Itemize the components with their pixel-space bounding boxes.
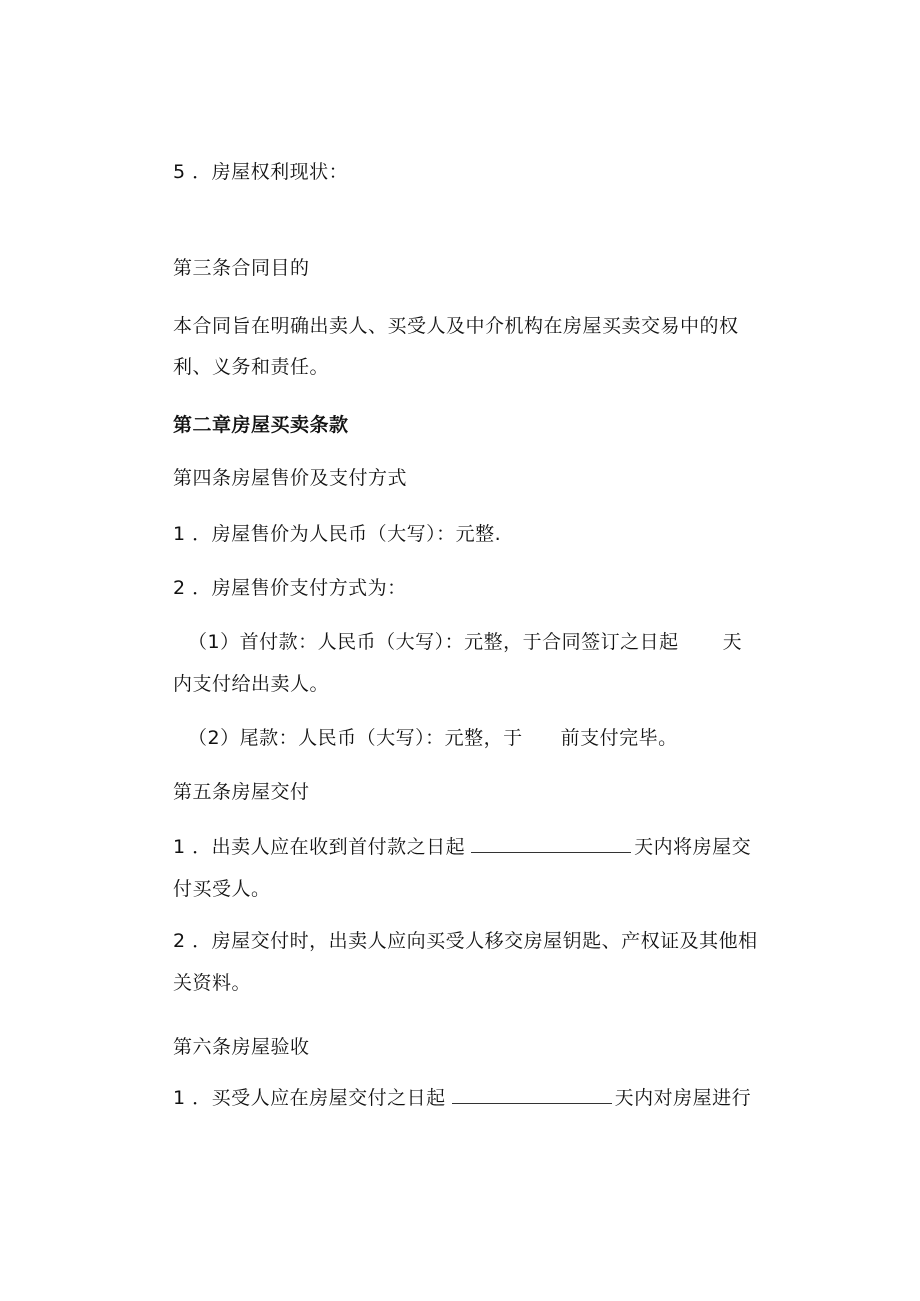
article-5-title: 第五条房屋交付 bbox=[173, 781, 310, 803]
article-6-title: 第六条房屋验收 bbox=[173, 1036, 310, 1058]
article-5-item-1-line-2: 付买受人。 bbox=[173, 878, 271, 900]
item-5-property-rights: 5 ．房屋权利现状： bbox=[173, 161, 349, 183]
final-payment-tail: 前支付完毕。 bbox=[560, 727, 678, 749]
down-payment-text: （1）首付款：人民币（大写）：元整，于合同签订之日起 bbox=[188, 631, 679, 653]
inspection-text: 1 ．买受人应在房屋交付之日起 bbox=[173, 1087, 446, 1109]
down-payment-days-unit: 天 bbox=[722, 631, 743, 653]
article-3-paragraph-line-1: 本合同旨在明确出卖人、买受人及中介机构在房屋买卖交易中的权 bbox=[173, 315, 739, 337]
delivery-tail: 天内将房屋交 bbox=[634, 836, 752, 858]
article-4-item-2: 2 ．房屋售价支付方式为： bbox=[173, 577, 407, 599]
article-5-item-1-line-1 bbox=[173, 834, 751, 859]
article-6-item-1 bbox=[173, 1085, 751, 1110]
inspection-days-blank bbox=[452, 1085, 612, 1104]
delivery-text: 1 ．出卖人应在收到首付款之日起 bbox=[173, 836, 466, 858]
article-5-item-2-line-2: 关资料。 bbox=[173, 972, 252, 994]
inspection-tail: 天内对房屋进行 bbox=[614, 1087, 752, 1109]
article-3-paragraph-line-2: 利、义务和责任。 bbox=[173, 356, 330, 378]
final-payment-text: （2）尾款：人民币（大写）：元整，于 bbox=[188, 727, 523, 749]
chapter-2-title: 第二章房屋买卖条款 bbox=[173, 414, 349, 436]
article-4-item-2a-line-1 bbox=[188, 630, 742, 654]
article-4-item-2a-line-2: 内支付给出卖人。 bbox=[173, 673, 330, 695]
article-3-title: 第三条合同目的 bbox=[173, 257, 310, 279]
article-5-item-2-line-1: 2 ．房屋交付时，出卖人应向买受人移交房屋钥匙、产权证及其他相 bbox=[173, 930, 758, 952]
article-4-item-2b bbox=[188, 726, 678, 750]
delivery-days-blank bbox=[471, 834, 631, 853]
article-4-item-1: 1 ．房屋售价为人民币（大写）：元整. bbox=[173, 523, 502, 545]
article-4-title: 第四条房屋售价及支付方式 bbox=[173, 467, 408, 489]
